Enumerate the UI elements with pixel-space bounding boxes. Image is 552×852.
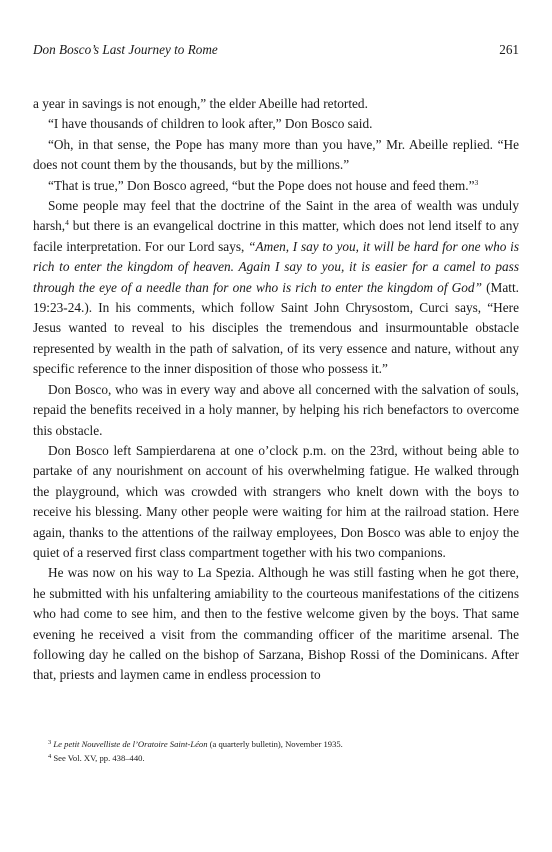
running-title: Don Bosco’s Last Journey to Rome: [33, 42, 218, 57]
paragraph-1: a year in savings is not enough,” the elder Abeille had retorted.: [33, 96, 368, 111]
running-header: [33, 42, 519, 62]
paragraph-3: “Oh, in that sense, the Pope has many more than you have,” Mr. Abeille replied. “He does not count them by the thousands, but by the millions.”: [33, 136, 519, 173]
paragraph-5-text-a: Some people may feel that the doctrine of the Saint in the area of wealth was unduly harsh,: [33, 198, 519, 234]
paragraph-4-text: “That is true,” Don Bosco agreed, “but the Pope does not house and feed them.”: [48, 177, 475, 193]
paragraph-4: [33, 176, 519, 196]
footnote-text: See Vol. XV, pp. 438–440.: [51, 752, 145, 763]
footnote-4: [48, 752, 518, 766]
footnotes: [48, 738, 518, 765]
footnote-3: [48, 738, 518, 752]
paragraph-5-text-c: (Matt. 19:23-24.). In his comments, which follow Saint John Chrysostom, Curci says, “Here Jesus wanted to reveal to his disciples the tremendous and insurmountable obstacle represented by wealth in the path of salvation, of its very essence and nature, without any specific reference to the inner disposition of those who possess it.”: [33, 279, 519, 377]
book-page: [33, 42, 519, 686]
footnote-text: (a quarterly bulletin), November 1935.: [207, 739, 343, 749]
footnote-title: Le petit Nouvelliste de l’Oratoire Saint-Léon: [53, 739, 208, 749]
body-text: [33, 94, 519, 686]
paragraph-7: Don Bosco left Sampierdarena at one o’clock p.m. on the 23rd, without being able to partake of any nourishment on account of his overwhelming fatigue. He walked through the playground, which was crowded with strangers who knelt down with the boys to receive his blessing. Many other people were waiting for him at the railroad station. Here again, thanks to the attentions of the railway employees, Don Bosco was able to enjoy the quiet of a reserved first class compartment together with his two companions.: [33, 442, 519, 560]
scripture-quote: “Amen, I say to you, it will be hard for one who is rich to enter the kingdom of heaven. Again I say to you, it is easier for a camel to pass through the eye of a needle than for one who is rich to enter the kingdom of God”: [33, 238, 520, 295]
paragraph-2: “I have thousands of children to look after,” Don Bosco said.: [48, 116, 373, 132]
paragraph-5-text-b: but there is an evangelical doctrine in this matter, which does not lend itself to any facile interpretation. For our Lord says,: [33, 218, 519, 254]
paragraph-5: [33, 196, 519, 380]
paragraph-6: Don Bosco, who was in every way and above all concerned with the salvation of souls, repaid the benefits received in a holy manner, by helping his rich benefactors to overcome this obstacle.: [33, 381, 519, 438]
page-number: 261: [499, 42, 519, 57]
footnote-number: 4: [48, 752, 52, 760]
footnote-ref-4[interactable]: 4: [65, 218, 69, 228]
footnote-ref-3[interactable]: 3: [474, 177, 479, 187]
footnote-number: 3: [48, 739, 52, 746]
paragraph-8: He was now on his way to La Spezia. Although he was still fasting when he got there, he submitted with his unfaltering amiability to the courteous manifestations of the citizens who had come to see him, and then to the festive welcome given by the boys. That same evening he received a visit from the commanding officer of the maritime arsenal. The following day he called on the bishop of Sarzana, Bishop Rossi of the Dominicans. After that, priests and laymen came in endless procession to: [33, 565, 519, 683]
